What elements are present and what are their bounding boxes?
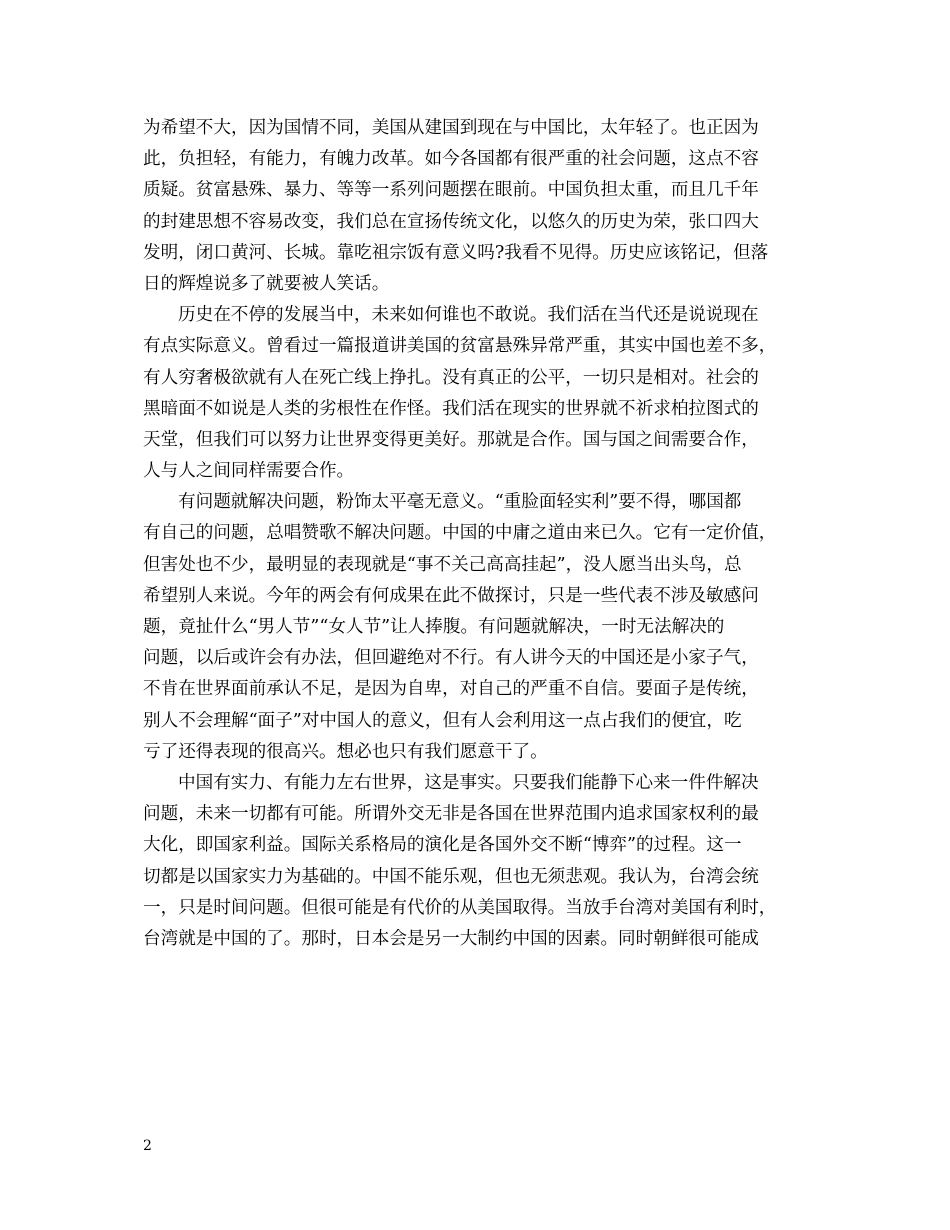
text-line: 为希望不大，因为国情不同，美国从建国到现在与中国比，太年轻了。也正因为 [143, 118, 759, 138]
text-line: 但害处也不少，最明显的表现就是“事不关己高高挂起”，没人愿当出头鸟，总 [143, 554, 742, 575]
text-line: 大化，即国家利益。国际关系格局的演化是各国外交不断“博弈”的过程。这一 [143, 835, 742, 856]
text-line: 人与人之间同样需要合作。 [143, 461, 355, 482]
text-line: 有自己的问题，总唱赞歌不解决问题。中国的中庸之道由来已久。它有一定价值， [143, 523, 777, 544]
paragraph-first-line: 中国有实力、有能力左右世界，这是事实。只要我们能静下心来一件件解决 [178, 772, 759, 793]
paragraph-first-line: 历史在不停的发展当中，未来如何谁也不敢说。我们活在当代还是说说现在 [178, 305, 759, 326]
body-text [143, 113, 823, 955]
text-line: 问题，未来一切都有可能。所谓外交无非是各国在世界范围内追求国家权利的最 [143, 804, 759, 825]
text-line: 有点实际意义。曾看过一篇报道讲美国的贫富悬殊异常严重，其实中国也差不多， [143, 336, 777, 357]
text-line: 不肯在世界面前承认不足，是因为自卑，对自己的严重不自信。要面子是传统， [143, 679, 759, 700]
text-line: 切都是以国家实力为基础的。中国不能乐观，但也无须悲观。我认为，台湾会统 [143, 866, 759, 887]
text-line: 的封建思想不容易改变，我们总在宣扬传统文化，以悠久的历史为荣，张口四大 [143, 211, 759, 232]
text-line: 此，负担轻，有能力，有魄力改革。如今各国都有很严重的社会问题，这点不容 [143, 149, 759, 170]
text-line: 日的辉煌说多了就要被人笑话。 [143, 273, 390, 294]
text-line: 台湾就是中国的了。那时，日本会是另一大制约中国的因素。同时朝鲜很可能成 [143, 928, 759, 949]
text-line: 别人不会理解“面子”对中国人的意义，但有人会利用这一点占我们的便宜，吃 [143, 710, 742, 731]
text-line: 一，只是时间问题。但很可能是有代价的从美国取得。当放手台湾对美国有利时， [143, 897, 777, 918]
text-line: 天堂，但我们可以努力让世界变得更美好。那就是合作。国与国之间需要合作， [143, 429, 759, 450]
text-line: 黑暗面不如说是人类的劣根性在作怪。我们活在现实的世界就不祈求柏拉图式的 [143, 398, 759, 419]
paragraph-first-line: 有问题就解决问题，粉饰太平毫无意义。“重脸面轻实利”要不得，哪国都 [178, 492, 742, 513]
page-number: 2 [143, 1138, 152, 1154]
text-line: 亏了还得表现的很高兴。想必也只有我们愿意干了。 [143, 741, 548, 762]
text-line: 题，竟扯什么“男人节”“女人节”让人捧腹。有问题就解决，一时无法解决的 [143, 617, 725, 637]
text-line: 发明，闭口黄河、长城。靠吃祖宗饭有意义吗?我看不见得。历史应该铭记，但落 [143, 242, 769, 263]
text-line: 问题，以后或许会有办法，但回避绝对不行。有人讲今天的中国还是小家子气， [143, 648, 759, 669]
text-line: 希望别人来说。今年的两会有何成果在此不做探讨，只是一些代表不涉及敏感问 [143, 585, 759, 606]
text-line: 质疑。贫富悬殊、暴力、等等一系列问题摆在眼前。中国负担太重，而且几千年 [143, 180, 759, 201]
text-line: 有人穷奢极欲就有人在死亡线上挣扎。没有真正的公平，一切只是相对。社会的 [143, 367, 759, 388]
